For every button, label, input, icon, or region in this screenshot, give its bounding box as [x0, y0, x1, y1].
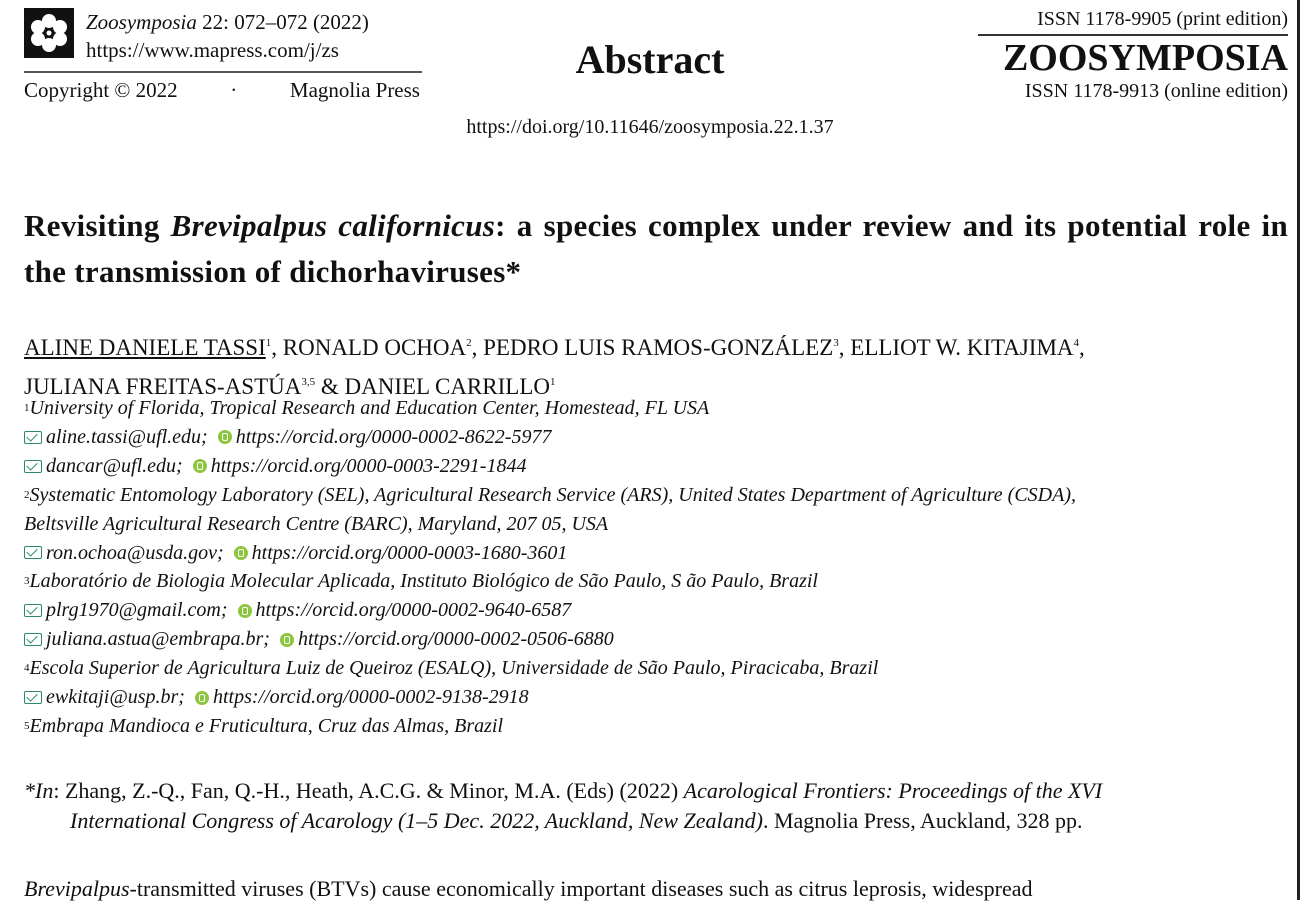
header-divider [24, 71, 422, 73]
contact-row [24, 625, 1294, 654]
orcid-icon [238, 604, 252, 618]
author-item [483, 335, 850, 360]
copyright-line [24, 76, 420, 104]
mail-icon [24, 604, 42, 617]
author-sep: , [838, 335, 851, 360]
affiliation-5 [24, 712, 1294, 741]
affiliation-list [24, 394, 1294, 741]
publisher-logo [24, 8, 74, 58]
orcid-icon [195, 691, 209, 705]
orcid-link[interactable]: https://orcid.org/0000-0003-1680-3601 [251, 541, 568, 564]
author-sep: & [315, 374, 345, 399]
reference-marker: *In [24, 778, 54, 803]
title-species: Brevipalpus californicus [170, 208, 496, 243]
orcid-icon [280, 633, 294, 647]
orcid-icon [234, 546, 248, 560]
reference-italic: Acarological Frontiers: Proceedings of the XVI [683, 778, 1103, 803]
affil-sup: 2 [24, 488, 30, 501]
orcid-link[interactable]: https://orcid.org/0000-0002-9138-2918 [212, 686, 529, 709]
mail-icon [24, 460, 42, 473]
author-name: JULIANA FREITAS-ASTÚA [24, 374, 302, 399]
doi-link[interactable]: https://doi.org/10.11646/zoosymposia.22.1.37 [466, 116, 834, 138]
affiliation-3 [24, 567, 1294, 596]
contact-row [24, 596, 1294, 625]
author-item [283, 335, 483, 360]
flower-logo-icon [24, 8, 74, 58]
affil-text: Escola Superior de Agricultura Luiz de Queiroz (ESALQ), Universidade de São Paulo, Piracicaba, Brazil [29, 657, 879, 680]
mail-icon [24, 546, 42, 559]
author-sep: , [271, 335, 283, 360]
orcid-icon [218, 430, 232, 444]
affil-text: Embrapa Mandioca e Fruticultura, Cruz das Almas, Brazil [29, 714, 504, 737]
email-link[interactable]: aline.tassi@ufl.edu; [46, 425, 208, 448]
author-sep: , [471, 335, 484, 360]
affiliation-2 [24, 481, 1294, 510]
issn-online: ISSN 1178-9913 (online edition) [1024, 80, 1288, 102]
affiliation-4 [24, 654, 1294, 683]
author-affil-sup: 1 [549, 376, 556, 388]
article-title [24, 203, 1288, 295]
contact-row [24, 539, 1294, 568]
affil-sup: 5 [24, 719, 30, 732]
author-affil-sup: 1 [265, 337, 272, 349]
contact-row [24, 683, 1294, 712]
author-affil-sup: 4 [1073, 337, 1080, 349]
mail-icon [24, 691, 42, 704]
author-affil-sup: 3,5 [301, 376, 316, 388]
abstract-body [24, 876, 1288, 902]
author-affil-sup: 3 [833, 337, 839, 349]
title-part-1: Revisiting [24, 208, 171, 243]
mail-icon [24, 431, 42, 444]
author-name: ELLIOT W. KITAJIMA [850, 335, 1074, 360]
reference-line-2 [24, 806, 1288, 836]
proceedings-reference [24, 776, 1288, 836]
author-name[interactable]: ALINE DANIELE TASSI [24, 335, 266, 360]
journal-info [86, 8, 369, 64]
section-title: Abstract [575, 37, 725, 82]
affil-sup: 4 [24, 662, 30, 675]
journal-brand: ZOOSYMPOSIA [1002, 37, 1288, 79]
email-link[interactable]: ron.ochoa@usda.gov; [46, 541, 224, 564]
copyright: Copyright © 2022 [24, 78, 178, 102]
author-name: DANIEL CARRILLO [344, 374, 550, 399]
publisher: Magnolia Press [289, 78, 420, 102]
email-link[interactable]: plrg1970@gmail.com; [46, 599, 228, 622]
author-item [850, 335, 1085, 360]
mail-icon [24, 633, 42, 646]
orcid-link[interactable]: https://orcid.org/0000-0002-8622-5977 [235, 425, 552, 448]
email-link[interactable]: dancar@ufl.edu; [46, 454, 183, 477]
body-first-word: Brevipalpus [24, 876, 130, 901]
affil-sup: 3 [24, 575, 30, 588]
affil-text: University of Florida, Tropical Research and Education Center, Homestead, FL USA [29, 397, 710, 419]
affil-text: Systematic Entomology Laboratory (SEL), Agricultural Research Service (ARS), United States Department of Agriculture (CSDA), [29, 483, 1076, 506]
reference-text: : Zhang, Z.-Q., Fan, Q.-H., Heath, A.C.G. & Minor, M.A. (Eds) (2022) [53, 778, 684, 803]
orcid-link[interactable]: https://orcid.org/0000-0002-9640-6587 [255, 599, 572, 622]
author-name: RONALD OCHOA [282, 335, 467, 360]
author-affil-sup: 2 [466, 337, 472, 349]
separator: · [230, 78, 238, 102]
author-list [24, 326, 1288, 404]
reference-line-1 [24, 776, 1288, 806]
reference-italic: International Congress of Acarology (1–5 Dec. 2022, Auckland, New Zealand) [70, 808, 763, 833]
contact-row [24, 452, 1294, 481]
reference-text: . Magnolia Press, Auckland, 328 pp. [762, 808, 1083, 833]
orcid-link[interactable]: https://orcid.org/0000-0002-0506-6880 [297, 628, 614, 651]
affil-text: Laboratório de Biologia Molecular Aplicada, Instituto Biológico de São Paulo, S ão Paulo, Brazil [29, 570, 818, 593]
issn-print: ISSN 1178-9905 (print edition) [1037, 8, 1288, 30]
issn-divider [978, 34, 1288, 36]
volume-pages: 22: 072–072 (2022) [196, 10, 369, 34]
email-link[interactable]: ewkitaji@usp.br; [46, 686, 185, 709]
affil-sup: 1 [24, 402, 30, 414]
author-item [24, 335, 283, 360]
affiliation-1 [24, 394, 1294, 423]
orcid-link[interactable]: https://orcid.org/0000-0003-2291-1844 [210, 454, 527, 477]
journal-name: Zoosymposia [86, 10, 197, 34]
title-part-2: : a species complex under review and its potential role in the transmission of dichorhaviruses* [24, 208, 1288, 289]
author-name: PEDRO LUIS RAMOS-GONZÁLEZ [483, 335, 834, 360]
contact-row [24, 423, 1294, 452]
email-link[interactable]: juliana.astua@embrapa.br; [46, 628, 270, 651]
journal-url[interactable]: https://www.mapress.com/j/zs [86, 38, 339, 62]
affil-text: Beltsville Agricultural Research Centre (BARC), Maryland, 207 05, USA [24, 512, 609, 535]
author-sep: , [1079, 335, 1085, 360]
affiliation-2-cont [24, 510, 1294, 539]
body-text: -transmitted viruses (BTVs) cause economically important diseases such as citrus leprosis, widespread [129, 876, 1033, 901]
issn-block [978, 6, 1288, 104]
orcid-icon [193, 459, 207, 473]
